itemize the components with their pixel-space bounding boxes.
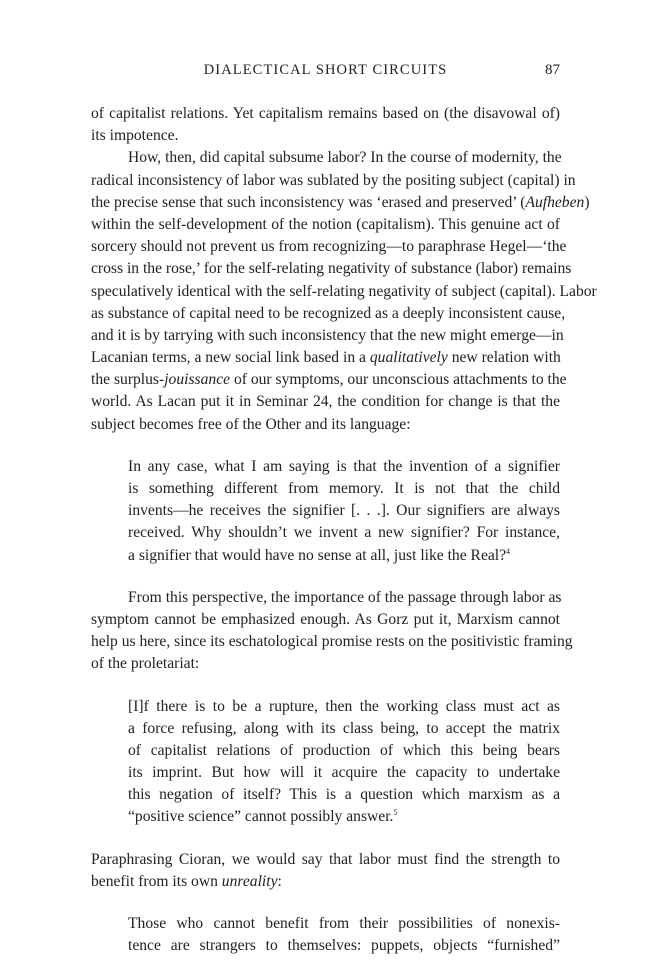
text-run: benefit from its own [91, 872, 222, 890]
quote-line: its imprint. But how will it acquire the capacity to undertake [128, 764, 560, 782]
paragraph [91, 147, 597, 435]
text-run: new relation with [447, 349, 561, 367]
quote-line [128, 545, 560, 567]
text-line: symptom cannot be emphasized enough. As Gorz put it, Marxism cannot [91, 610, 560, 628]
quote-line: is something different from memory. It is not that the child [128, 480, 560, 497]
block-quote [128, 456, 560, 567]
spacer [91, 829, 560, 849]
italic-term: jouissance [164, 371, 231, 389]
text-line: help us here, since its eschatological promise rests on the positivistic framing [91, 633, 573, 651]
text-run: : [277, 872, 282, 890]
quote-line: tence are strangers to themselves: puppets, objects “furnished” [128, 937, 560, 955]
text-line: and it is by tarrying with such inconsistency that the new might emerge—in [91, 326, 564, 344]
text-line: radical inconsistency of labor was sublated by the positing subject (capital) in [91, 171, 576, 189]
text-line: How, then, did capital subsume labor? In the course of modernity, the [128, 149, 562, 167]
quote-line: [I]f there is to be a rupture, then the working class must act as [128, 697, 560, 715]
quote-line: Those who cannot benefit from their possibilities of nonexis- [128, 915, 560, 932]
body-text [91, 103, 597, 957]
quote-line: a force refusing, along with its class being, to accept the matrix [128, 719, 560, 737]
paragraph [91, 587, 573, 676]
block-quote [128, 913, 560, 957]
spacer [91, 676, 560, 696]
text-line [91, 192, 590, 214]
text-line: of the proletariat: [91, 655, 200, 673]
text-line: cross in the rose,’ for the self-relating negativity of substance (labor) remains [91, 260, 572, 278]
text-line: From this perspective, the importance of the passage through labor as [128, 588, 562, 606]
page-number: 87 [545, 62, 560, 78]
spacer [91, 436, 560, 456]
text-line: subject becomes free of the Other and its language: [91, 415, 411, 433]
text-run: of our symptoms, our unconscious attachments to the [230, 371, 567, 389]
quote-line: of capitalist relations of production of which this being bears [128, 741, 560, 759]
footnote-marker: 4 [506, 546, 511, 556]
text-line [91, 369, 567, 391]
quote-line: received. Why shouldn’t we invent a new signifier? For instance, [128, 524, 560, 542]
paragraph-continuation [91, 103, 560, 147]
text-line: of capitalist relations. Yet capitalism remains based on (the disavowal of) [91, 105, 560, 122]
text-line: within the self-development of the notion (capitalism). This genuine act of [91, 215, 560, 233]
text-run: “positive science” cannot possibly answer. [128, 808, 394, 826]
spacer [91, 567, 560, 587]
italic-term: Aufheben [525, 193, 585, 211]
quote-line: invents—he receives the signifier [. . .]. Our signifiers are always [128, 502, 560, 520]
running-title: DIALECTICAL SHORT CIRCUITS [203, 62, 448, 78]
text-line: world. As Lacan put it in Seminar 24, the condition for change is that the [91, 393, 560, 411]
text-run: the surplus- [91, 371, 165, 389]
text-line: speculatively identical with the self-relating negativity of subject (capital). Labor [91, 282, 597, 300]
text-run: a signifier that would have no sense at all, just like the Real? [128, 546, 507, 564]
quote-line [128, 806, 560, 828]
text-line: Paraphrasing Cioran, we would say that labor must find the strength to [91, 850, 560, 868]
quote-line: In any case, what I am saying is that the invention of a signifier [128, 457, 560, 475]
spacer [91, 893, 560, 913]
quote-line: this negation of itself? This is a question which marxism as a [128, 786, 560, 804]
italic-term: qualitatively [369, 349, 448, 367]
text-line: its impotence. [91, 127, 179, 145]
text-line: as substance of capital need to be recognized as a deeply inconsistent cause, [91, 304, 566, 322]
italic-term: unreality [221, 872, 278, 890]
text-line [91, 871, 560, 893]
paragraph [91, 849, 560, 893]
text-line [91, 347, 560, 369]
footnote-marker: 5 [393, 808, 398, 818]
text-line: sorcery should not prevent us from recognizing—to paraphrase Hegel—‘the [91, 238, 567, 256]
text-run: Lacanian terms, a new social link based in a [91, 349, 370, 367]
block-quote [128, 696, 560, 829]
text-run: ) [584, 193, 590, 211]
text-run: the precise sense that such inconsistency was ‘erased and preserved’ ( [91, 193, 526, 211]
running-head [91, 60, 560, 80]
